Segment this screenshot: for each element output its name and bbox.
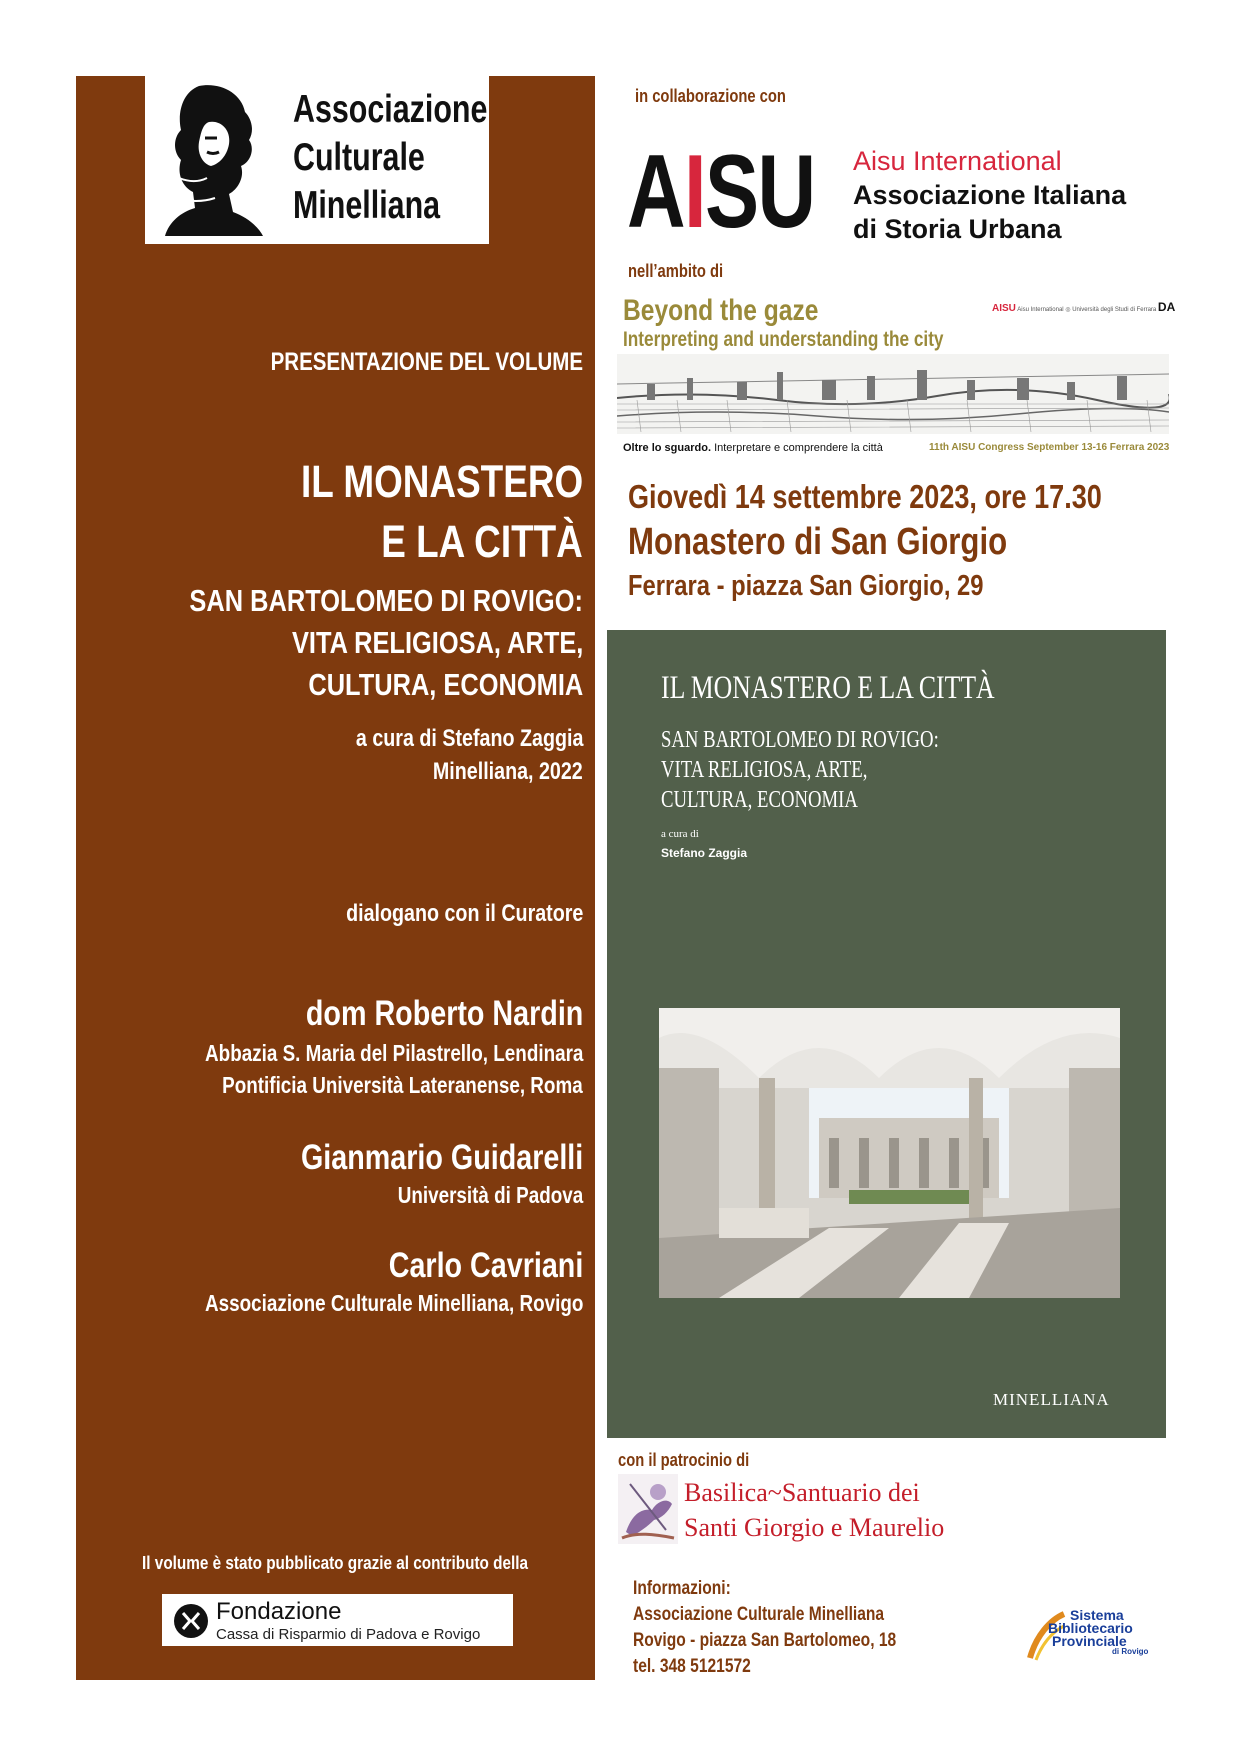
info-address: Rovigo - piazza San Bartolomeo, 18 bbox=[633, 1630, 897, 1651]
library-line-2: Bibliotecario bbox=[1048, 1620, 1133, 1636]
event-address: Ferrara - piazza San Giorgio, 29 bbox=[628, 570, 984, 602]
speaker-1-affiliation-2: Pontificia Università Lateranense, Roma bbox=[222, 1072, 583, 1098]
book-subtitle-line-2: VITA RELIGIOSA, ARTE, bbox=[291, 625, 583, 660]
dialogue-label: dialogano con il Curatore bbox=[345, 900, 583, 927]
saint-george-icon bbox=[618, 1474, 678, 1544]
event-venue: Monastero di San Giorgio bbox=[628, 521, 1008, 563]
foundation-name: Fondazione bbox=[216, 1598, 342, 1625]
minelliana-logo bbox=[145, 76, 489, 244]
book-cover bbox=[607, 630, 1166, 1438]
cover-subtitle bbox=[661, 725, 1017, 815]
left-panel bbox=[76, 76, 595, 1680]
foundation-icon bbox=[174, 1604, 208, 1638]
aisu-line-3: di Storia Urbana bbox=[853, 214, 1062, 244]
portrait-icon bbox=[159, 82, 269, 238]
congress-partner-logos: AISU Aisu International ◎ Università degli Studi di Ferrara DA bbox=[992, 300, 1176, 314]
book-subtitle-line-3: CULTURA, ECONOMIA bbox=[308, 667, 583, 702]
info-organization: Associazione Culturale Minelliana bbox=[633, 1604, 885, 1625]
cover-curator-label: a cura di bbox=[661, 828, 699, 840]
speaker-3-affiliation: Associazione Culturale Minelliana, Rovigo bbox=[204, 1290, 583, 1316]
cover-subtitle-line-1: SAN BARTOLOMEO DI ROVIGO: bbox=[661, 727, 939, 753]
library-line-1: Sistema bbox=[1070, 1607, 1124, 1623]
presentation-label: PRESENTAZIONE DEL VOLUME bbox=[270, 348, 583, 376]
speaker-2-affiliation: Università di Padova bbox=[397, 1182, 583, 1208]
cover-subtitle-line-2: VITA RELIGIOSA, ARTE, bbox=[661, 757, 868, 783]
patronage-line-2: Santi Giorgio e Maurelio bbox=[684, 1513, 945, 1542]
congress-edition: 11th AISU Congress September 13-16 Ferrara 2023 bbox=[929, 442, 1170, 453]
foundation-subtitle: Cassa di Risparmio di Padova e Rovigo bbox=[216, 1626, 481, 1643]
book-title-line-2: E LA CITTÀ bbox=[381, 516, 583, 567]
library-line-3: Provinciale bbox=[1052, 1633, 1127, 1649]
info-phone: tel. 348 5121572 bbox=[633, 1656, 751, 1677]
book-subtitle-line-1: SAN BARTOLOMEO DI ROVIGO: bbox=[189, 583, 583, 618]
speaker-1-name: dom Roberto Nardin bbox=[305, 994, 583, 1033]
cover-subtitle-line-3: CULTURA, ECONOMIA bbox=[661, 787, 858, 813]
logo-line-3: Minelliana bbox=[293, 184, 441, 227]
cover-title: IL MONASTERO E LA CITTÀ bbox=[661, 670, 995, 706]
collaboration-label: in collaborazione con bbox=[635, 86, 786, 106]
speaker-3-name: Carlo Cavriani bbox=[388, 1246, 583, 1285]
speaker-2-name: Gianmario Guidarelli bbox=[300, 1138, 583, 1177]
city-panorama-illustration bbox=[617, 354, 1169, 434]
library-line-4: di Rovigo bbox=[1112, 1647, 1149, 1656]
cloister-photo bbox=[659, 1008, 1120, 1298]
patronage-line-1: Basilica~Santuario dei bbox=[684, 1478, 920, 1507]
funding-note: Il volume è stato pubblicato grazie al contributo della bbox=[142, 1553, 529, 1573]
patronage-label: con il patrocinio di bbox=[618, 1450, 750, 1470]
cover-curator: Stefano Zaggia bbox=[661, 846, 748, 860]
cover-publisher: MINELLIANA bbox=[993, 1390, 1110, 1409]
speaker-1-affiliation-1: Abbazia S. Maria del Pilastrello, Lendinara bbox=[204, 1040, 583, 1066]
library-system-logo bbox=[1026, 1604, 1156, 1666]
info-label: Informazioni: bbox=[633, 1578, 731, 1599]
congress-subtitle: Interpreting and understanding the city bbox=[623, 328, 944, 351]
foundation-logo bbox=[162, 1594, 513, 1646]
congress-banner bbox=[617, 290, 1176, 462]
event-date: Giovedì 14 settembre 2023, ore 17.30 bbox=[628, 478, 1102, 515]
logo-line-2: Culturale bbox=[293, 136, 425, 179]
congress-title: Beyond the gaze bbox=[623, 294, 819, 327]
aisu-logo bbox=[625, 132, 1161, 254]
aisu-line-2: Associazione Italiana bbox=[853, 180, 1127, 210]
logo-line-1: Associazione bbox=[293, 88, 488, 131]
aisu-line-1: Aisu International bbox=[853, 146, 1062, 176]
book-publisher: Minelliana, 2022 bbox=[433, 758, 583, 785]
context-label: nell’ambito di bbox=[628, 261, 724, 281]
congress-caption: Oltre lo sguardo. Interpretare e comprendere la città bbox=[623, 442, 883, 454]
book-editor: a cura di Stefano Zaggia bbox=[355, 725, 583, 752]
book-title-line-1: IL MONASTERO bbox=[300, 456, 583, 507]
aisu-mark: AISU bbox=[627, 134, 815, 250]
